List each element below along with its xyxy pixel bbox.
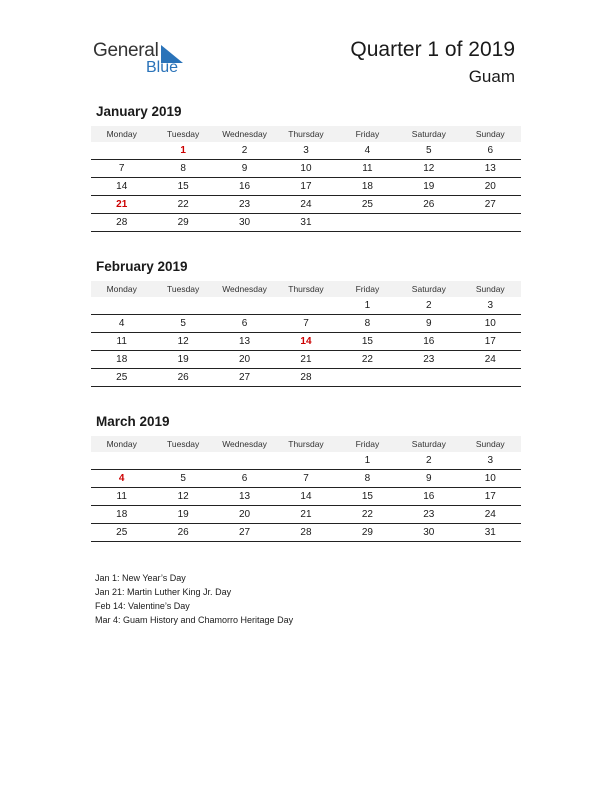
month-title: March 2019 xyxy=(96,414,170,429)
weekday-header: Tuesday xyxy=(152,126,213,142)
day-cell: 17 xyxy=(275,178,336,196)
day-cell: 1 xyxy=(337,297,398,315)
holiday-list-item: Mar 4: Guam History and Chamorro Heritage Day xyxy=(95,615,294,625)
week-row xyxy=(91,369,521,387)
calendar-grid xyxy=(91,126,521,232)
day-cell: 5 xyxy=(152,470,213,488)
day-cell: 27 xyxy=(214,524,275,542)
day-cell: 30 xyxy=(398,524,459,542)
weekday-header: Monday xyxy=(91,126,152,142)
day-cell xyxy=(337,369,398,387)
day-cell: 2 xyxy=(398,452,459,470)
day-cell xyxy=(398,369,459,387)
day-cell: 9 xyxy=(398,470,459,488)
weekday-header: Friday xyxy=(337,281,398,297)
day-cell: 20 xyxy=(214,506,275,524)
day-cell: 18 xyxy=(91,351,152,369)
logo-text-blue: Blue xyxy=(146,59,179,76)
day-cell: 8 xyxy=(337,470,398,488)
weekday-header: Wednesday xyxy=(214,436,275,452)
weekday-header: Wednesday xyxy=(214,126,275,142)
day-cell: 26 xyxy=(152,524,213,542)
day-cell: 22 xyxy=(152,196,213,214)
day-cell: 6 xyxy=(214,470,275,488)
weekday-header: Friday xyxy=(337,126,398,142)
day-cell: 10 xyxy=(275,160,336,178)
day-cell: 7 xyxy=(275,470,336,488)
day-cell: 11 xyxy=(91,333,152,351)
day-cell: 15 xyxy=(152,178,213,196)
day-cell xyxy=(91,452,152,470)
week-row xyxy=(91,142,521,160)
day-cell xyxy=(152,297,213,315)
logo-text-general: General xyxy=(93,40,159,61)
day-cell: 19 xyxy=(152,506,213,524)
month-calendar-march xyxy=(91,414,521,542)
day-cell xyxy=(275,297,336,315)
day-cell: 9 xyxy=(214,160,275,178)
day-cell xyxy=(214,297,275,315)
month-calendar-january xyxy=(91,104,521,232)
week-row xyxy=(91,196,521,214)
generalblue-logo xyxy=(93,40,193,80)
day-cell: 12 xyxy=(152,488,213,506)
day-cell: 20 xyxy=(460,178,521,196)
day-cell: 16 xyxy=(398,333,459,351)
weekday-header: Tuesday xyxy=(152,436,213,452)
day-cell: 3 xyxy=(460,297,521,315)
day-cell: 17 xyxy=(460,333,521,351)
week-row xyxy=(91,333,521,351)
day-cell: 28 xyxy=(275,524,336,542)
holiday-day-cell: 1 xyxy=(152,142,213,160)
weekday-header: Sunday xyxy=(460,436,521,452)
weekday-header: Thursday xyxy=(275,436,336,452)
day-cell: 11 xyxy=(91,488,152,506)
day-cell: 21 xyxy=(275,506,336,524)
weekday-header: Friday xyxy=(337,436,398,452)
day-cell: 3 xyxy=(275,142,336,160)
day-cell: 26 xyxy=(398,196,459,214)
day-cell: 24 xyxy=(460,506,521,524)
day-cell: 11 xyxy=(337,160,398,178)
day-cell: 24 xyxy=(460,351,521,369)
holiday-day-cell: 4 xyxy=(91,470,152,488)
day-cell: 4 xyxy=(337,142,398,160)
weekday-header-row xyxy=(91,436,521,452)
day-cell: 31 xyxy=(460,524,521,542)
day-cell: 29 xyxy=(152,214,213,232)
week-row xyxy=(91,315,521,333)
month-title: February 2019 xyxy=(96,259,188,274)
day-cell: 18 xyxy=(337,178,398,196)
week-row xyxy=(91,524,521,542)
day-cell: 23 xyxy=(398,351,459,369)
week-row xyxy=(91,297,521,315)
month-calendar-february xyxy=(91,259,521,387)
day-cell: 20 xyxy=(214,351,275,369)
day-cell xyxy=(275,452,336,470)
day-cell: 22 xyxy=(337,351,398,369)
day-cell: 10 xyxy=(460,315,521,333)
day-cell: 12 xyxy=(398,160,459,178)
day-cell: 13 xyxy=(214,333,275,351)
day-cell: 15 xyxy=(337,488,398,506)
day-cell: 26 xyxy=(152,369,213,387)
weekday-header: Saturday xyxy=(398,126,459,142)
day-cell: 1 xyxy=(337,452,398,470)
weekday-header: Thursday xyxy=(275,281,336,297)
calendar-grid xyxy=(91,436,521,542)
weekday-header: Monday xyxy=(91,281,152,297)
day-cell: 3 xyxy=(460,452,521,470)
month-title: January 2019 xyxy=(96,104,182,119)
weekday-header-row xyxy=(91,281,521,297)
day-cell: 16 xyxy=(398,488,459,506)
weekday-header: Sunday xyxy=(460,281,521,297)
day-cell: 6 xyxy=(460,142,521,160)
day-cell: 29 xyxy=(337,524,398,542)
day-cell: 16 xyxy=(214,178,275,196)
day-cell: 8 xyxy=(337,315,398,333)
day-cell: 28 xyxy=(91,214,152,232)
page-subtitle: Guam xyxy=(468,67,515,86)
weekday-header: Thursday xyxy=(275,126,336,142)
day-cell xyxy=(460,214,521,232)
day-cell: 30 xyxy=(214,214,275,232)
day-cell: 28 xyxy=(275,369,336,387)
day-cell xyxy=(460,369,521,387)
day-cell: 21 xyxy=(275,351,336,369)
day-cell: 19 xyxy=(398,178,459,196)
day-cell: 19 xyxy=(152,351,213,369)
week-row xyxy=(91,452,521,470)
week-row xyxy=(91,488,521,506)
day-cell: 23 xyxy=(398,506,459,524)
day-cell: 4 xyxy=(91,315,152,333)
day-cell: 13 xyxy=(460,160,521,178)
week-row xyxy=(91,160,521,178)
day-cell: 31 xyxy=(275,214,336,232)
day-cell: 2 xyxy=(398,297,459,315)
week-row xyxy=(91,470,521,488)
day-cell: 15 xyxy=(337,333,398,351)
holiday-day-cell: 21 xyxy=(91,196,152,214)
day-cell xyxy=(398,214,459,232)
weekday-header: Monday xyxy=(91,436,152,452)
holiday-list-item: Jan 1: New Year’s Day xyxy=(95,573,186,583)
day-cell xyxy=(337,214,398,232)
holiday-list-item: Feb 14: Valentine’s Day xyxy=(95,601,190,611)
day-cell: 2 xyxy=(214,142,275,160)
day-cell xyxy=(214,452,275,470)
day-cell: 27 xyxy=(460,196,521,214)
day-cell: 6 xyxy=(214,315,275,333)
weekday-header: Sunday xyxy=(460,126,521,142)
day-cell: 24 xyxy=(275,196,336,214)
day-cell: 14 xyxy=(91,178,152,196)
day-cell: 7 xyxy=(275,315,336,333)
day-cell: 10 xyxy=(460,470,521,488)
day-cell: 23 xyxy=(214,196,275,214)
day-cell: 9 xyxy=(398,315,459,333)
day-cell xyxy=(152,452,213,470)
day-cell: 22 xyxy=(337,506,398,524)
day-cell: 8 xyxy=(152,160,213,178)
day-cell xyxy=(91,297,152,315)
day-cell: 14 xyxy=(275,488,336,506)
day-cell: 25 xyxy=(337,196,398,214)
weekday-header: Saturday xyxy=(398,281,459,297)
day-cell xyxy=(91,142,152,160)
weekday-header-row xyxy=(91,126,521,142)
holiday-list-item: Jan 21: Martin Luther King Jr. Day xyxy=(95,587,232,597)
day-cell: 12 xyxy=(152,333,213,351)
weekday-header: Saturday xyxy=(398,436,459,452)
holiday-day-cell: 14 xyxy=(275,333,336,351)
day-cell: 5 xyxy=(398,142,459,160)
day-cell: 5 xyxy=(152,315,213,333)
calendar-grid xyxy=(91,281,521,387)
day-cell: 13 xyxy=(214,488,275,506)
holiday-list xyxy=(95,571,293,627)
day-cell: 25 xyxy=(91,369,152,387)
day-cell: 25 xyxy=(91,524,152,542)
weekday-header: Tuesday xyxy=(152,281,213,297)
day-cell: 27 xyxy=(214,369,275,387)
week-row xyxy=(91,178,521,196)
page-title: Quarter 1 of 2019 xyxy=(350,38,515,61)
week-row xyxy=(91,351,521,369)
week-row xyxy=(91,506,521,524)
day-cell: 17 xyxy=(460,488,521,506)
day-cell: 18 xyxy=(91,506,152,524)
week-row xyxy=(91,214,521,232)
weekday-header: Wednesday xyxy=(214,281,275,297)
day-cell: 7 xyxy=(91,160,152,178)
